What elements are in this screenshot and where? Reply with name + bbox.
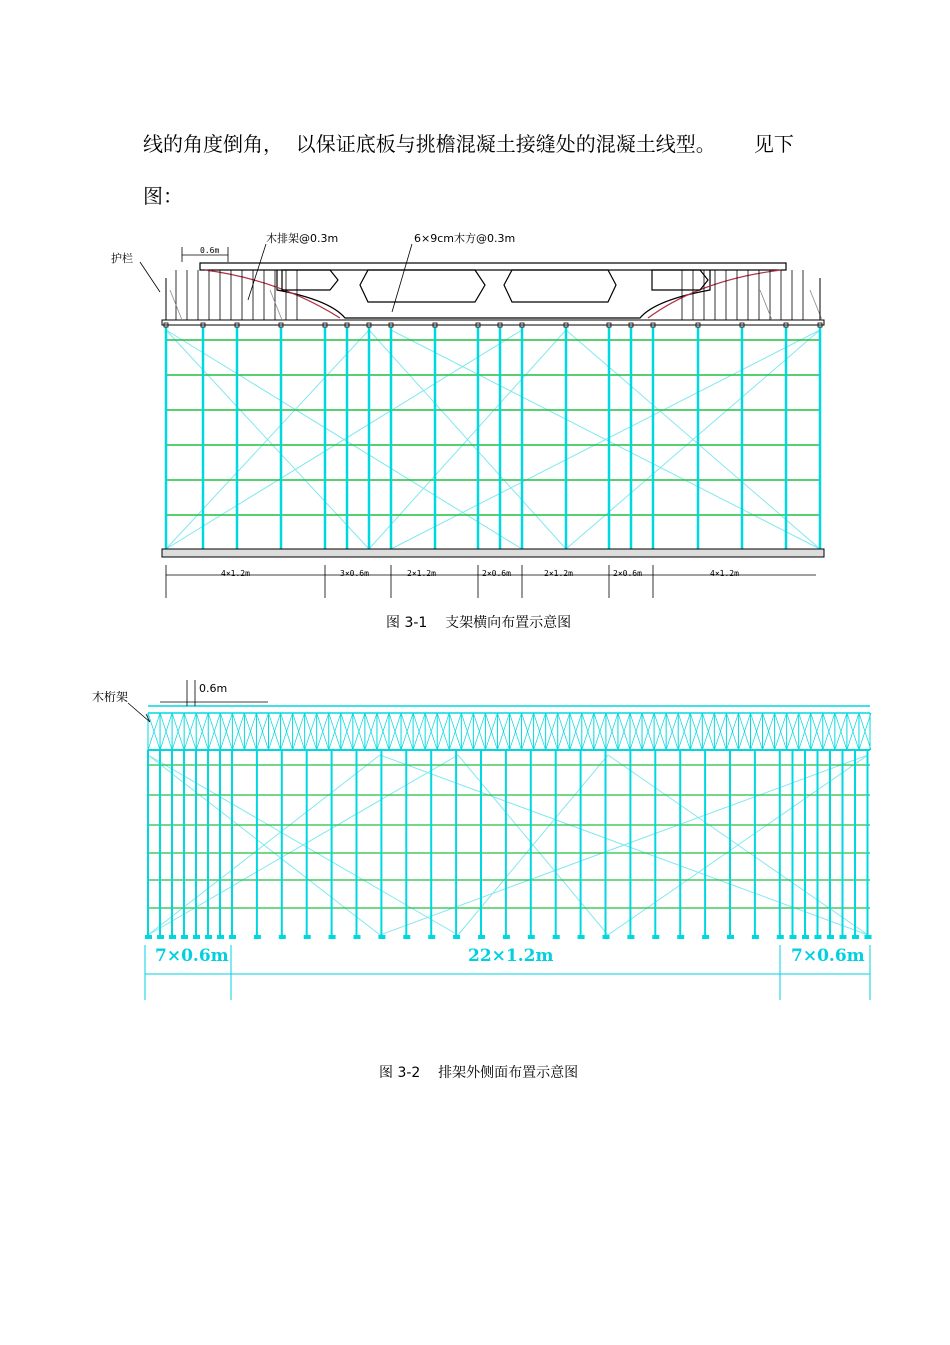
truss-diagonal: [751, 713, 763, 750]
post-foot: [815, 935, 822, 939]
truss-diagonal: [606, 713, 618, 750]
truss-diagonal: [835, 713, 847, 750]
truss-diagonal: [365, 713, 377, 750]
truss-diagonal: [546, 713, 558, 750]
truss-diagonal: [642, 713, 654, 750]
truss-diagonal: [726, 713, 738, 750]
figure-1-transverse-layout: [0, 0, 950, 640]
truss-diagonal: [449, 713, 461, 750]
brace-line: [608, 755, 868, 935]
post-foot: [528, 935, 535, 939]
truss-diagonal: [738, 713, 750, 750]
truss-diagonal: [654, 713, 666, 750]
post-foot: [254, 935, 261, 939]
truss-diagonal: [630, 713, 642, 750]
truss-label: 木桁架: [92, 690, 129, 704]
truss-diagonal: [281, 713, 293, 750]
brace-line: [380, 755, 868, 935]
brace-line: [458, 755, 608, 935]
truss-diagonal: [702, 713, 714, 750]
truss-diagonal: [473, 713, 485, 750]
post-feet: [145, 935, 872, 939]
truss-diagonal: [738, 713, 750, 750]
diagonal-braces: [166, 330, 820, 549]
truss-diagonal: [510, 713, 522, 750]
truss-diagonal: [461, 713, 473, 750]
truss-diagonal: [847, 713, 859, 750]
post-foot: [578, 935, 585, 939]
post-foot: [790, 935, 797, 939]
truss-diagonal: [594, 713, 606, 750]
truss-diagonal: [437, 713, 449, 750]
post-foot: [145, 935, 152, 939]
truss-diagonal: [208, 713, 220, 750]
post-foot: [677, 935, 684, 939]
truss-diagonal: [823, 713, 835, 750]
paragraph-line-1: 线的角度倒角， 以保证底板与挑檐混凝土接缝处的混凝土线型。 见下: [143, 132, 794, 156]
brace-line: [458, 755, 608, 935]
timber-label: 6×9cm木方@0.3m: [414, 232, 516, 245]
post-foot: [403, 935, 410, 939]
truss-diagonal: [329, 713, 341, 750]
dim-left: 7×0.6m: [155, 946, 229, 966]
horizontal-ledgers: [148, 765, 870, 908]
post-foot: [702, 935, 709, 939]
truss-diagonal: [232, 713, 244, 750]
post-foot: [852, 935, 859, 939]
post-foot: [169, 935, 176, 939]
truss-diagonal: [413, 713, 425, 750]
truss-diagonal: [823, 713, 835, 750]
truss-diagonal: [847, 713, 859, 750]
post-foot: [652, 935, 659, 939]
truss-diagonal: [317, 713, 329, 750]
truss-diagonal: [775, 713, 787, 750]
truss-diagonal: [184, 713, 196, 750]
post-foot: [229, 935, 236, 939]
post-foot: [217, 935, 224, 939]
truss-diagonal: [353, 713, 365, 750]
truss-diagonal: [365, 713, 377, 750]
truss-diagonal: [220, 713, 232, 750]
truss-diagonal: [220, 713, 232, 750]
post-foot: [603, 935, 610, 939]
figure-1-caption: 图 3-1 支架横向布置示意图: [386, 615, 572, 631]
truss-diagonal: [413, 713, 425, 750]
truss-diagonal: [389, 713, 401, 750]
box-girder-section: [200, 263, 786, 318]
brace-line: [380, 755, 868, 935]
truss-diagonal: [485, 713, 497, 750]
truss-diagonal: [763, 713, 775, 750]
truss-diagonal: [425, 713, 437, 750]
truss-diagonal: [377, 713, 389, 750]
truss-diagonal: [256, 713, 268, 750]
truss-diagonal: [787, 713, 799, 750]
truss-diagonal: [281, 713, 293, 750]
truss-diagonal: [859, 713, 871, 750]
truss-diagonal: [485, 713, 497, 750]
truss-diagonal: [775, 713, 787, 750]
truss-diagonal: [317, 713, 329, 750]
truss-diagonal: [678, 713, 690, 750]
truss-diagonal: [630, 713, 642, 750]
post-foot: [453, 935, 460, 939]
truss-diagonal: [799, 713, 811, 750]
truss-diagonal: [196, 713, 208, 750]
truss-diagonal: [497, 713, 509, 750]
post-foot: [627, 935, 634, 939]
truss-diagonal: [787, 713, 799, 750]
truss-diagonal: [172, 713, 184, 750]
truss-diagonal: [148, 713, 160, 750]
truss-diagonal: [534, 713, 546, 750]
truss-diagonal: [799, 713, 811, 750]
brace-line: [148, 755, 458, 935]
truss-diagonal: [582, 713, 594, 750]
truss-diagonal: [425, 713, 437, 750]
truss-diagonal: [690, 713, 702, 750]
truss-diagonal: [654, 713, 666, 750]
truss-diagonal: [293, 713, 305, 750]
top-dimension-label: 0.6m: [200, 246, 220, 255]
truss-diagonal: [666, 713, 678, 750]
paragraph-line-2: 图：: [143, 184, 183, 208]
truss-diagonal: [269, 713, 281, 750]
dimension-label: 2×1.2m: [544, 569, 573, 578]
post-foot: [181, 935, 188, 939]
truss-diagonal: [558, 713, 570, 750]
post-foot: [777, 935, 784, 939]
truss-diagonal: [184, 713, 196, 750]
truss-diagonal: [714, 713, 726, 750]
dimension-label: 4×1.2m: [710, 569, 739, 578]
truss-diagonal: [160, 713, 172, 750]
truss-diagonal: [811, 713, 823, 750]
truss-diagonal: [196, 713, 208, 750]
truss-diagonal: [811, 713, 823, 750]
post-foot: [503, 935, 510, 939]
post-foot: [157, 935, 164, 939]
frame-brace: [270, 290, 282, 320]
truss-diagonal: [726, 713, 738, 750]
post-foot: [553, 935, 560, 939]
truss-diagonal: [570, 713, 582, 750]
truss-diagonal: [244, 713, 256, 750]
truss-diagonal: [353, 713, 365, 750]
dim-right: 7×0.6m: [791, 946, 865, 966]
post-foot: [193, 935, 200, 939]
post-foot: [279, 935, 286, 939]
truss-diagonal: [293, 713, 305, 750]
truss-diagonal: [329, 713, 341, 750]
dim-middle: 22×1.2m: [468, 946, 554, 966]
post-foot: [378, 935, 385, 939]
truss-diagonal: [582, 713, 594, 750]
post-foot: [727, 935, 734, 939]
truss-diagonal: [401, 713, 413, 750]
diagonal-braces: [148, 755, 868, 935]
post-foot: [304, 935, 311, 939]
truss-diagonal: [341, 713, 353, 750]
post-foot: [478, 935, 485, 939]
spacing-label: 0.6m: [199, 682, 228, 695]
truss-diagonal: [546, 713, 558, 750]
truss-diagonal: [389, 713, 401, 750]
truss-diagonal: [618, 713, 630, 750]
post-foot: [354, 935, 361, 939]
dimension-label: 4×1.2m: [221, 569, 250, 578]
truss-diagonal: [522, 713, 534, 750]
post-foot: [428, 935, 435, 939]
dimension-label: 2×0.6m: [613, 569, 642, 578]
truss-diagonal: [401, 713, 413, 750]
truss-diagonal: [449, 713, 461, 750]
truss-diagonal: [666, 713, 678, 750]
truss-diagonal: [160, 713, 172, 750]
dimension-label: 2×0.6m: [482, 569, 511, 578]
truss-diagonal: [244, 713, 256, 750]
truss-diagonal: [148, 713, 160, 750]
truss-diagonal: [763, 713, 775, 750]
truss-diagonal: [208, 713, 220, 750]
post-foot: [752, 935, 759, 939]
truss-diagonal: [714, 713, 726, 750]
truss-diagonal: [570, 713, 582, 750]
truss-diagonal: [305, 713, 317, 750]
truss-diagonal: [594, 713, 606, 750]
truss-diagonal: [690, 713, 702, 750]
truss-diagonal: [751, 713, 763, 750]
ground-base: [162, 549, 824, 557]
post-foot: [205, 935, 212, 939]
brace-line: [148, 755, 380, 935]
post-foot: [329, 935, 336, 939]
truss-diagonal: [269, 713, 281, 750]
truss-diagonal: [618, 713, 630, 750]
dimension-label: 2×1.2m: [407, 569, 436, 578]
truss-diagonal: [172, 713, 184, 750]
truss-diagonal: [256, 713, 268, 750]
truss-diagonal: [835, 713, 847, 750]
brace-line: [148, 755, 458, 935]
truss-diagonal: [606, 713, 618, 750]
brace-line: [608, 755, 868, 935]
post-foot: [827, 935, 834, 939]
truss-diagonal: [473, 713, 485, 750]
frame-label: 木排架@0.3m: [266, 232, 339, 245]
timber-frame: [162, 270, 824, 325]
post-foot: [840, 935, 847, 939]
truss-diagonal: [377, 713, 389, 750]
truss-diagonal: [510, 713, 522, 750]
vertical-posts: [148, 750, 868, 935]
spacing-dimension: [160, 680, 268, 706]
bottom-dimension-line-2: [145, 945, 870, 1000]
truss-diagonal: [558, 713, 570, 750]
brace-line: [148, 755, 380, 935]
truss-diagonal: [642, 713, 654, 750]
truss-diagonal: [859, 713, 871, 750]
post-foot: [865, 935, 872, 939]
truss-diagonal: [341, 713, 353, 750]
truss-diagonal: [678, 713, 690, 750]
truss-diagonal: [305, 713, 317, 750]
guardrail-label: 护栏: [111, 252, 133, 265]
timber-truss: [148, 706, 871, 750]
truss-diagonal: [437, 713, 449, 750]
truss-diagonal: [522, 713, 534, 750]
truss-diagonal: [232, 713, 244, 750]
figure-2-caption: 图 3-2 排架外侧面布置示意图: [379, 1065, 579, 1081]
truss-diagonal: [497, 713, 509, 750]
truss-diagonal: [461, 713, 473, 750]
post-foot: [802, 935, 809, 939]
dimension-label: 3×0.6m: [340, 569, 369, 578]
truss-diagonal: [702, 713, 714, 750]
truss-diagonal: [534, 713, 546, 750]
